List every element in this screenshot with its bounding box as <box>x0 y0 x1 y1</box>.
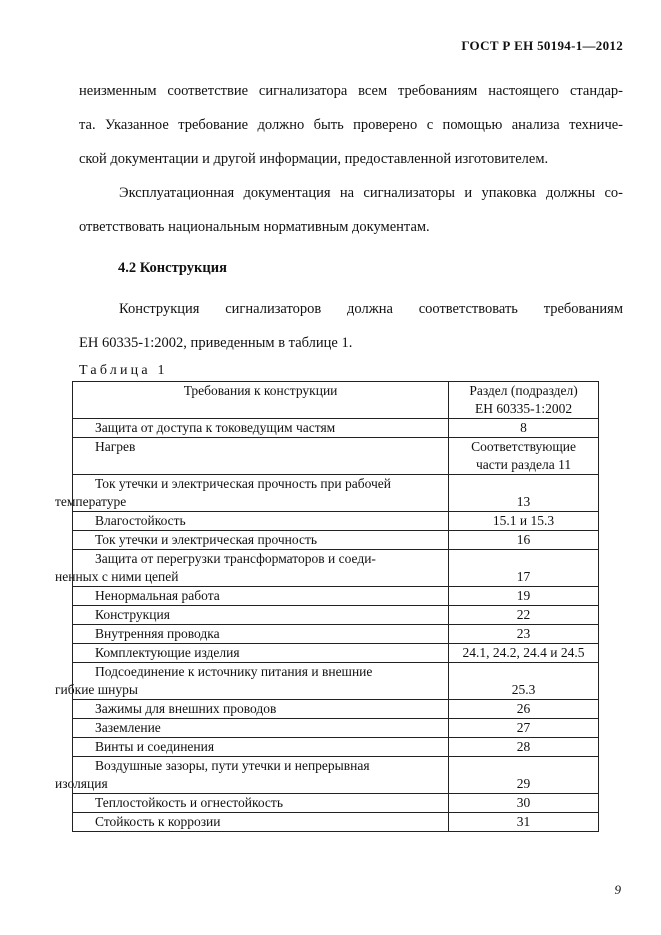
section-cell: 30 <box>449 794 599 813</box>
header-section-line: Раздел (подраздел) <box>469 383 578 398</box>
table-row <box>73 813 599 832</box>
requirement-cell: Нагрев <box>73 438 449 475</box>
section-cell: 19 <box>449 587 599 606</box>
requirement-cell <box>55 550 449 587</box>
table-row <box>73 644 599 663</box>
header-section-line: ЕН 60335-1:2002 <box>474 401 573 416</box>
requirement-cell <box>55 663 449 700</box>
table-row <box>73 700 599 719</box>
table-row <box>73 475 599 512</box>
table-row <box>73 587 599 606</box>
text-line: та. Указанное требование должно быть проверено с помощью анализа техниче- <box>79 117 623 133</box>
section-title: 4.2 Конструкция <box>118 260 227 276</box>
requirements-table <box>55 381 599 832</box>
documentation-paragraph <box>79 176 623 244</box>
document-header: ГОСТ Р ЕН 50194-1—2012 <box>461 38 623 53</box>
header-section <box>449 382 599 419</box>
table-row <box>73 663 599 700</box>
table-header-row <box>73 382 599 419</box>
requirement-cell: Внутренняя проводка <box>73 625 449 644</box>
text-line: Конструкция сигнализаторов должна соответствовать требованиям <box>119 301 623 317</box>
requirement-line: гибкие шнуры <box>55 682 138 697</box>
table-row <box>73 738 599 757</box>
table-row <box>73 757 599 794</box>
table-row <box>73 606 599 625</box>
text-line: неизменным соответствие сигнализатора всем требованиям настоящего стандар- <box>79 83 623 99</box>
table-caption: Таблица 1 <box>79 363 168 378</box>
section-cell: 13 <box>449 475 599 512</box>
section-cell: 16 <box>449 531 599 550</box>
requirement-line: Подсоединение к источнику питания и внешние <box>95 664 373 679</box>
requirement-cell: Стойкость к коррозии <box>73 813 449 832</box>
section-cell: 24.1, 24.2, 24.4 и 24.5 <box>449 644 599 663</box>
page-number: 9 <box>614 882 621 897</box>
requirement-cell: Теплостойкость и огнестойкость <box>73 794 449 813</box>
text-line: ской документации и другой информации, предоставленной изготовителем. <box>79 151 549 167</box>
section-cell: 22 <box>449 606 599 625</box>
requirement-cell: Ток утечки и электрическая прочность <box>73 531 449 550</box>
requirement-cell: Защита от доступа к токоведущим частям <box>73 419 449 438</box>
section-cell: 27 <box>449 719 599 738</box>
requirement-line: Воздушные зазоры, пути утечки и непрерывная <box>95 758 370 773</box>
requirement-line: Защита от перегрузки трансформаторов и соеди- <box>95 551 376 566</box>
requirement-cell: Комплектующие изделия <box>73 644 449 663</box>
text-line: Эксплуатационная документация на сигнализаторы и упаковка должны со- <box>119 185 623 201</box>
table-row <box>73 419 599 438</box>
requirement-cell <box>55 475 449 512</box>
section-cell: 8 <box>449 419 599 438</box>
table-row <box>73 531 599 550</box>
intro-paragraph <box>79 74 623 176</box>
requirement-cell: Зажимы для внешних проводов <box>73 700 449 719</box>
intro-text <box>79 74 623 244</box>
table-row <box>73 794 599 813</box>
header-requirement: Требования к конструкции <box>73 382 449 419</box>
section-cell: 23 <box>449 625 599 644</box>
text-line: ответствовать национальным нормативным документам. <box>79 219 430 235</box>
table-row <box>73 438 599 475</box>
section-cell: 29 <box>449 757 599 794</box>
section-cell: 28 <box>449 738 599 757</box>
requirement-cell <box>55 757 449 794</box>
section-cell-line: Соответствующие <box>471 439 576 454</box>
section-cell-line: части раздела 11 <box>476 457 572 472</box>
section-cell: 26 <box>449 700 599 719</box>
construction-paragraph <box>79 292 623 360</box>
requirement-cell: Ненормальная работа <box>73 587 449 606</box>
requirement-cell: Винты и соединения <box>73 738 449 757</box>
requirement-cell: Заземление <box>73 719 449 738</box>
section-cell: 15.1 и 15.3 <box>449 512 599 531</box>
text-line: ЕН 60335-1:2002, приведенным в таблице 1. <box>79 335 353 351</box>
requirement-line: ненных с ними цепей <box>55 569 179 584</box>
section-cell: 31 <box>449 813 599 832</box>
section-cell: 17 <box>449 550 599 587</box>
requirement-line: Ток утечки и электрическая прочность при рабочей <box>95 476 391 491</box>
table-row <box>73 550 599 587</box>
table-row <box>73 512 599 531</box>
table-row <box>73 625 599 644</box>
requirement-line: изоляция <box>55 776 108 791</box>
table-row <box>73 719 599 738</box>
section-cell: 25.3 <box>449 663 599 700</box>
section-cell <box>449 438 599 475</box>
requirement-cell: Конструкция <box>73 606 449 625</box>
requirement-line: температуре <box>55 494 127 509</box>
requirement-cell: Влагостойкость <box>73 512 449 531</box>
